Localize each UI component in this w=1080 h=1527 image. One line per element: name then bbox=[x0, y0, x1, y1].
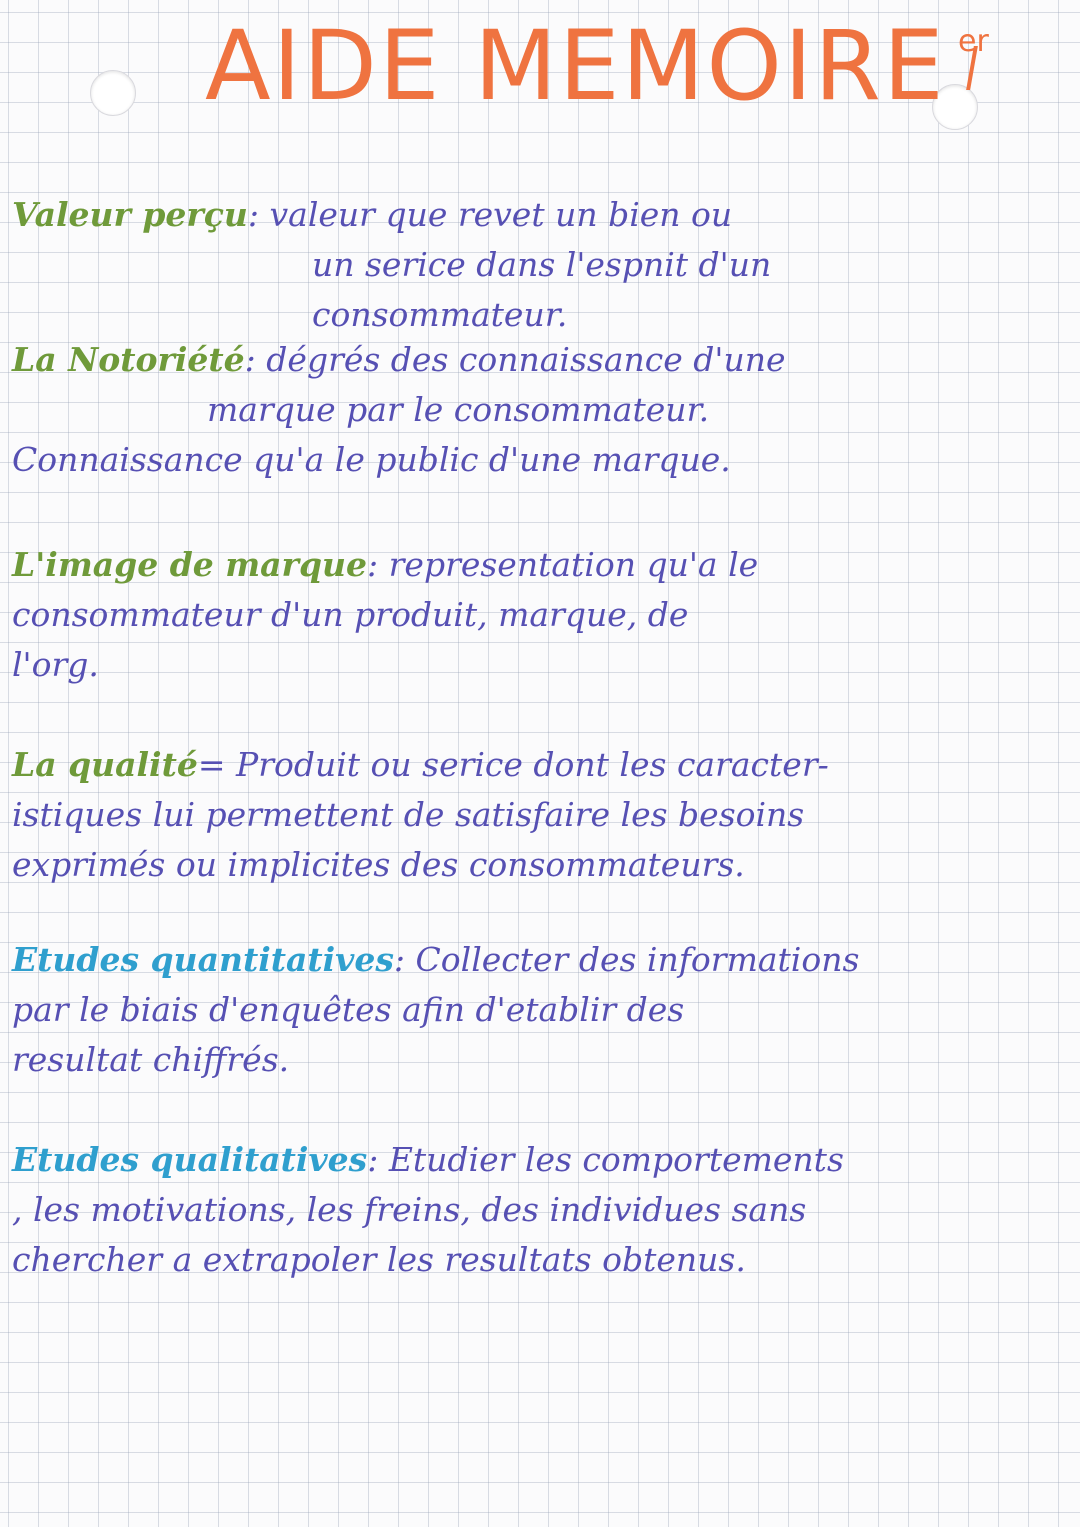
definition-line bbox=[12, 1135, 1062, 1185]
definition-text: Produit ou serice dont les caracter- bbox=[236, 745, 829, 784]
definition-text: dégrés des connaissance d'une bbox=[266, 340, 786, 379]
binder-hole-left bbox=[90, 70, 136, 116]
definition-separator: : bbox=[393, 940, 406, 979]
definition-line: exprimés ou implicites des consommateurs. bbox=[12, 845, 745, 884]
title-superscript: er bbox=[958, 24, 989, 59]
definition-line: l'org. bbox=[12, 645, 99, 684]
definition-separator: : bbox=[244, 340, 256, 379]
definition-line bbox=[12, 935, 1062, 985]
definition-line: chercher a extrapoler les resultats obtenus. bbox=[12, 1240, 746, 1279]
definition-line: Connaissance qu'a le public d'une marque. bbox=[12, 440, 731, 479]
definition-line: consommateur d'un produit, marque, de bbox=[12, 595, 689, 634]
definition-term: La Notoriété bbox=[12, 340, 245, 379]
definition-term: Etudes quantitatives bbox=[12, 940, 394, 979]
definition-line bbox=[12, 190, 1062, 240]
definition-line bbox=[12, 540, 1062, 590]
definition-term: La qualité bbox=[12, 745, 198, 784]
definition-term: Valeur perçu bbox=[12, 195, 248, 234]
definition-line: , les motivations, les freins, des individues sans bbox=[12, 1190, 807, 1229]
page-title: AIDE MEMOIRE bbox=[205, 10, 946, 122]
definition-line bbox=[12, 335, 1062, 385]
definition-notoriete bbox=[12, 335, 1062, 485]
definition-text: Etudier les comportements bbox=[388, 1140, 844, 1179]
definition-text: representation qu'a le bbox=[388, 545, 759, 584]
definition-line: consommateur. bbox=[312, 295, 568, 334]
definition-qualite bbox=[12, 740, 1062, 890]
definition-line bbox=[12, 740, 1062, 790]
definition-term: Etudes qualitatives bbox=[12, 1140, 368, 1179]
definition-line: resultat chiffrés. bbox=[12, 1040, 290, 1079]
definition-separator: : bbox=[367, 545, 379, 584]
definition-etudes-qualitatives bbox=[12, 1135, 1062, 1285]
definition-valeur-percu bbox=[12, 190, 1062, 340]
definition-image-de-marque bbox=[12, 540, 1062, 690]
definition-line: un serice dans l'espnit d'un bbox=[312, 245, 772, 284]
definition-text: Collecter des informations bbox=[415, 940, 860, 979]
definition-line: istiques lui permettent de satisfaire les besoins bbox=[12, 795, 805, 834]
definition-term: L'image de marque bbox=[12, 545, 368, 584]
definition-line: marque par le consommateur. bbox=[207, 390, 710, 429]
definition-line: par le biais d'enquêtes afin d'etablir des bbox=[12, 990, 685, 1029]
definition-separator: = bbox=[197, 745, 226, 784]
definition-text: valeur que revet un bien ou bbox=[269, 195, 733, 234]
definition-etudes-quantitatives bbox=[12, 935, 1062, 1085]
definition-separator: : bbox=[247, 195, 260, 234]
definition-separator: : bbox=[367, 1140, 379, 1179]
